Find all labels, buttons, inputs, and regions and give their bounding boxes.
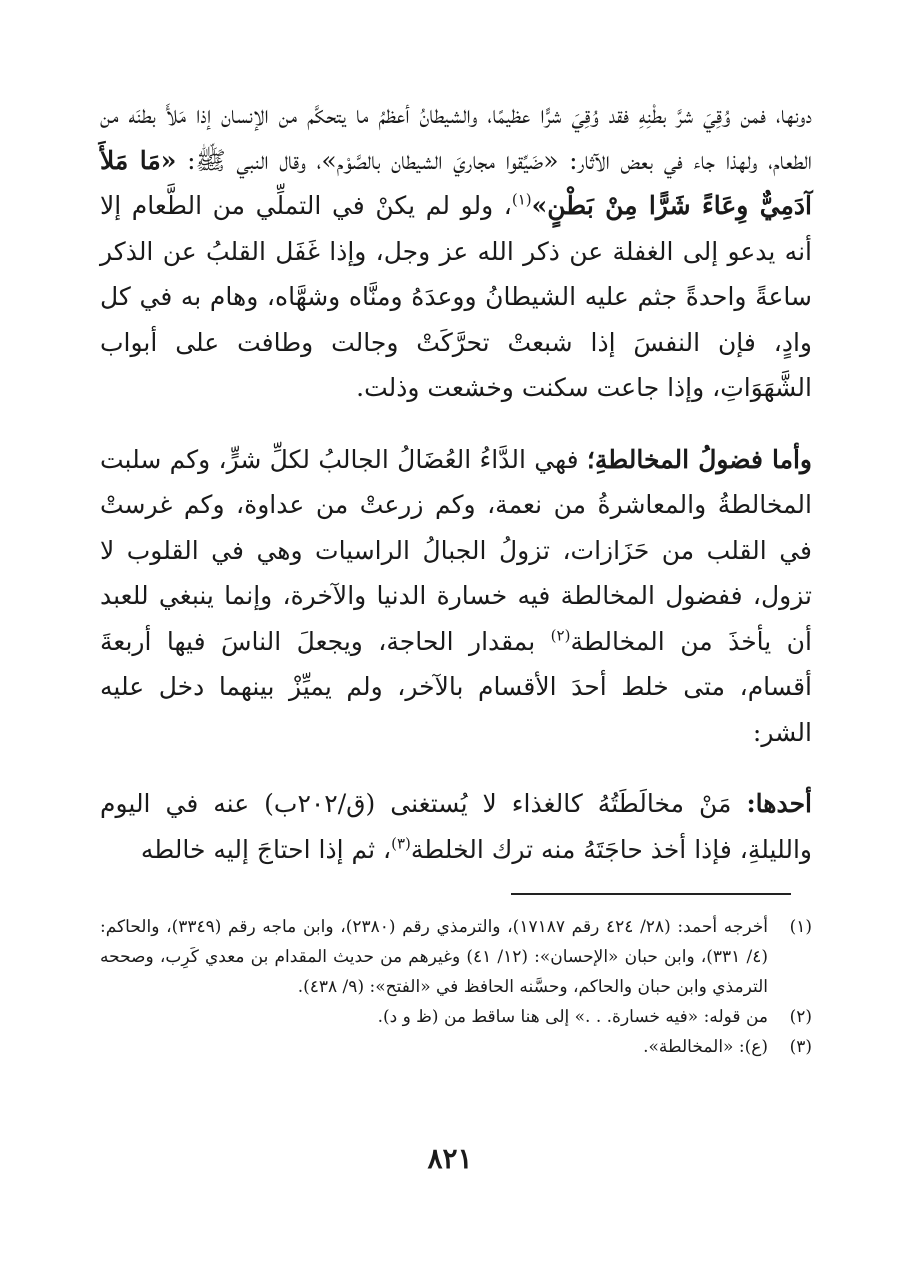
paragraph-3-rest: ، ثم إذا احتاجَ إليه خالطه [140,834,392,864]
footnote-number: (٣) [789,1037,812,1057]
footnote-text: (ع): «المخالطة». [643,1037,768,1057]
footnote-3 [100,1032,812,1062]
footnote-ref-3: (٣) [391,834,411,853]
paragraph-3-heading: أحدها: [746,789,812,818]
paragraph-1 [100,92,812,411]
paragraph-2 [100,437,812,756]
paragraph-2-heading: وأما فضولُ المخالطةِ؛ [586,444,812,474]
footnote-2 [100,1002,812,1032]
footnote-text: أخرجه أحمد: (٢٨/ ٤٢٤ رقم ١٧١٨٧)، والترمذي رقم (٢٣٨٠)، وابن ماجه رقم (٣٣٤٩)، والحاكم: (٤/ ٣٣١)، وابن حبان «الإحسان»: (١٢/ ٤١) وغيرهم من حديث المقدام بن معدي كَرِب، وصححه الترمذي وابن حبان والحاكم، وحسَّنه الحافظ في «الفتح»: (٩/ ٤٣٨). [100,917,768,997]
paragraph-3-text: مَنْ مخالَطَتُهُ كالغذاء لا يُستغنى (ق/٢٠٢ب) عنه في اليوم والليلةِ، فإذا أخذ حاجَتَهُ منه ترك الخلطة [100,789,812,864]
paragraph-1-rest: ، ولو لم يكنْ في التملِّي من الطَّعام إلا أنه يدعو إلى الغفلة عن ذكر الله عز وجل، وإذا غَفَل القلبُ عن الذكر ساعةً واحدةً جثم عليه الشيطانُ ووعدَهُ ومنَّاه وشهَّاه، وهام به في كل وادٍ، فإن النفسَ إذا شبعتْ تحرَّكَتْ وجالت وطافت على أبواب الشَّهَوَاتِ، وإذا جاعت سكنت وخشعت وذلت. [100,191,812,402]
paragraph-2-text: فهي الدَّاءُ العُضَالُ الجالبُ لكلِّ شرٍّ، وكم سلبت المخالطةُ والمعاشرةُ من نعمة، وكم زرعتْ من عداوة، وكم غرستْ في القلب من حَزَازات، تزولُ الجبالُ الراسيات وهي في القلوب لا تزول، ففضول المخالطة فيه خسارة الدنيا والآخرة، وإنما ينبغي للعبد أن يأخذَ من المخالطة [100,444,812,656]
paragraph-3 [100,781,812,872]
footnote-separator [511,893,791,895]
paragraph-2-rest: بمقدار الحاجة، ويجعلَ الناسَ فيها أربعةَ أقسام، متى خلط أحدَ الأقسام بالآخر، ولم يميِّزْ بينهما دخل عليه الشر: [100,626,812,747]
footnote-1 [100,912,812,1002]
footnote-number: (١) [789,917,812,937]
footnotes [100,912,812,1062]
paragraph-1-text: دونها، فمن وُقِيَ شرَّ بطْنِهِ فقد وُقِيَ شرًّا عظيمًا، والشيطانُ أعظمُ ما يتحكَّم من الإنسان إذا مَلأَ بطنَه من الطعام، ولهذا جاء في بعض الآثار: «ضَيِّقوا مجاريَ الشيطان بالصَّوْم»، وقال النبي ﷺ: [100,100,812,175]
footnote-text: من قوله: «فيه خسارة. . .» إلى هنا ساقط من (ظ و د). [377,1007,768,1027]
main-text [100,92,812,872]
footnote-ref-1: (١) [511,190,532,209]
footnote-number: (٢) [789,1007,812,1027]
footnote-ref-2: (٢) [550,626,571,645]
page-number: ٨٢١ [427,1142,473,1175]
hadith-quote: «مَا مَلأَ آدَمِيٌّ وِعَاءً شَرًّا مِنْ بَطْنٍ» [100,145,812,220]
